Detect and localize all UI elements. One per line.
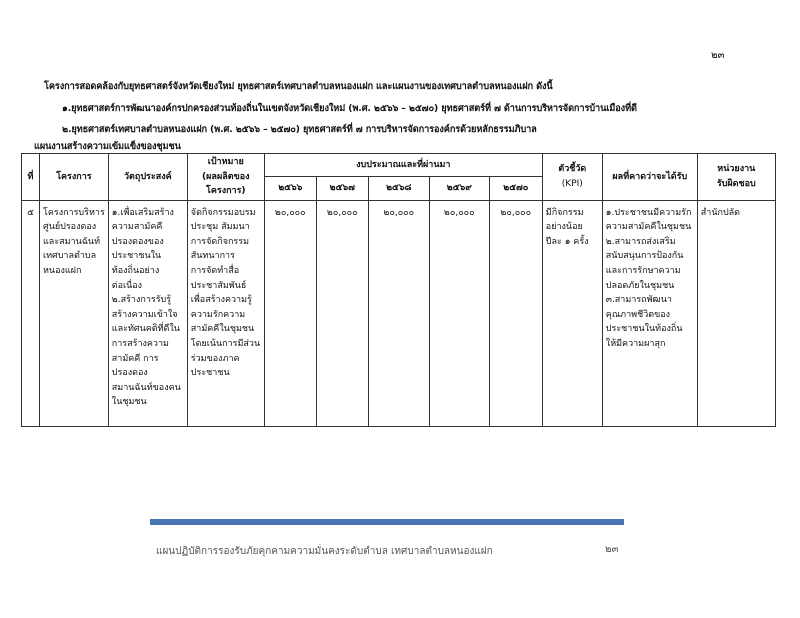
cell-line: โครงการบริหาร [43,207,105,218]
cell-line: ในชุมชน [111,397,147,408]
cell-line: หนองแฝก [43,266,82,277]
header-target-line3: โครงการ) [206,186,246,197]
header-year: ๒๕๖๖ [264,177,316,200]
cell-line: และสมานฉันท์ [43,236,100,247]
cell-line: ๒.สามารถส่งเสริม [605,236,676,247]
cell-line: เทศบาลตำบล [43,251,97,262]
cell-line: ความรักความ [190,309,246,320]
cell-line: ๓.สามารถพัฒนา [605,295,672,306]
header-objective: วัตถุประสงค์ [108,154,187,201]
cell-line: โดยเน้นการมีส่วน [190,338,261,349]
cell-line: ปลอดภัยในชุมชน [605,280,675,291]
footer-title: แผนปฏิบัติการรองรับภัยคุกคามความมั่นคงระดับตำบล เทศบาลตำบลหนองแฝก [156,546,493,557]
header-agency-line1: หน่วยงาน [717,164,756,175]
header-budget: งบประมาณและที่ผ่านมา [264,154,542,177]
cell-line: ท้องถิ่นอย่าง [111,266,160,277]
cell-line: การสร้างความ [111,338,169,349]
cell-line: ประชาชนในท้องถิ่น [605,324,683,335]
table-row [22,200,776,426]
cell-line: ต่อเนื่อง [111,280,143,291]
cell-line: คุณภาพชีวิตของ [605,309,671,320]
cell-agency: สำนักปลัด [697,200,775,426]
header-kpi-line2: (KPI) [561,178,583,189]
cell-budget: ๒๐,๐๐๐ [316,200,368,426]
header-year: ๒๕๖๙ [429,177,489,200]
cell-project [40,200,109,426]
cell-line: มีกิจกรรม [545,207,584,218]
header-kpi [542,154,602,201]
header-year: ๒๕๖๘ [368,177,429,200]
cell-line: ประชาสัมพันธ์ [190,280,247,291]
cell-line: สร้างความเข้าใจ [111,309,178,320]
cell-line: สมานฉันท์ของคน [111,382,181,393]
header-agency-line2: รับผิดชอบ [716,178,756,189]
cell-line: ประชุม สัมมนา [190,222,250,233]
footer-bar [150,519,624,525]
cell-line: อย่างน้อย [545,222,583,233]
cell-line: ประชาชน [190,368,230,379]
cell-line: สันทนาการ [190,251,235,262]
header-target [187,154,264,201]
page-number-top: ๒๓ [711,50,725,61]
cell-no: ๕ [22,200,40,426]
cell-line: สามัคคีในชุมชน [190,324,255,335]
cell-line: สามัคคี การ [111,353,159,364]
header-year: ๒๕๖๗ [316,177,368,200]
cell-line: ให้มีความผาสุก [605,338,666,349]
cell-line: และการรักษาความ [605,266,681,277]
heading-alignment: โครงการสอดคล้องกับยุทธศาสตร์จังหวัดเชียงใหม่ ยุทธศาสตร์เทศบาลตำบลหนองแฝก และแผนงานของเทศบาลตำบลหนองแฝก ดังนี้ [44,81,553,92]
cell-line: ปรองดอง [111,368,148,379]
cell-line: ความสามัคคีในชุมชน [605,222,692,233]
cell-line: ร่วมของภาค [190,353,240,364]
cell-line: ๒.สร้างการรับรู้ [111,295,172,306]
cell-line: ปรองดองของ [111,236,164,247]
cell-line: สนับสนุนการป้องกัน [605,251,684,262]
cell-line: ศูนย์ปรองดอง [43,222,97,233]
cell-line: จัดกิจกรรมอบรม [190,207,256,218]
cell-line: ๑.ประชาชนมีความรัก [605,207,692,218]
footer-page-number: ๒๓ [605,544,619,555]
cell-line: ปีละ ๑ ครั้ง [545,236,589,247]
cell-kpi [542,200,602,426]
cell-line: เพื่อสร้างความรู้ [190,295,252,306]
cell-target [187,200,264,426]
heading-municipal-strategy: ๒.ยุทธศาสตร์เทศบาลตำบลหนองแฝก (พ.ศ. ๒๕๖๖ – ๒๕๗๐) ยุทธศาสตร์ที่ ๗ การบริหารจัดการองค์กรด้วยหลักธรรมภิบาล [62,124,537,135]
cell-line: ๑.เพื่อเสริมสร้าง [111,207,174,218]
header-no: ที่ [22,154,40,201]
heading-provincial-strategy: ๑.ยุทธศาสตร์การพัฒนาองค์กรปกครองส่วนท้องถิ่นในเขตจังหวัดเชียงใหม่ (พ.ศ. ๒๕๖๖ – ๒๕๗๐) ยุทธศาสตร์ที่ ๗ ด้านการบริหารจัดการบ้านเมืองที่ดี [62,103,637,114]
cell-budget: ๒๐,๐๐๐ [489,200,542,426]
cell-objective [108,200,187,426]
cell-line: การจัดทำสื่อ [190,266,240,277]
cell-line: ความสามัคคี [111,222,163,233]
cell-expected [602,200,697,426]
heading-work-plan: แผนงานสร้างความเข้มแข็งของชุมชน [34,141,181,152]
header-kpi-line1: ตัวชี้วัด [558,164,587,175]
header-year: ๒๕๗๐ [489,177,542,200]
table-header-row-1 [22,154,776,177]
header-target-line1: เป้าหมาย [207,157,244,167]
header-agency [697,154,775,201]
cell-budget: ๒๐,๐๐๐ [429,200,489,426]
header-expected: ผลที่คาดว่าจะได้รับ [602,154,697,201]
cell-budget: ๒๐,๐๐๐ [368,200,429,426]
project-plan-table [21,153,776,427]
cell-line: และทัศนคติที่ดีใน [111,324,180,335]
header-target-line2: (ผลผลิตของ [202,171,250,182]
cell-line: การจัดกิจกรรม [190,236,250,247]
header-project: โครงการ [40,154,109,201]
cell-budget: ๒๐,๐๐๐ [264,200,316,426]
cell-line: ประชาชนใน [111,251,162,262]
